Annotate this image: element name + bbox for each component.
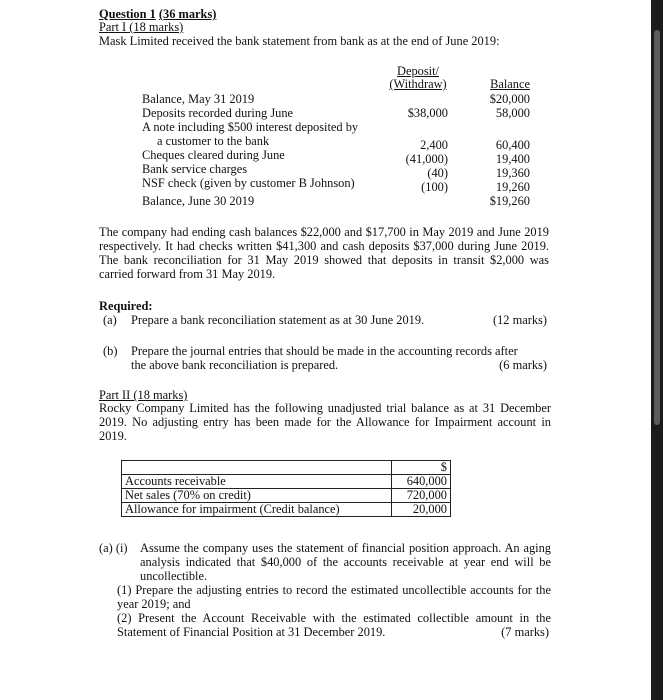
statement-row-label: Cheques cleared during June xyxy=(142,148,285,162)
req-a-marks: (12 marks) xyxy=(492,313,547,327)
table-row xyxy=(122,475,451,489)
req-b-text-line1: Prepare the journal entries that should be made in the accounting records after xyxy=(131,344,518,358)
req-b-label: (b) xyxy=(103,344,118,358)
table-row xyxy=(122,503,451,517)
qa-text-body: Assume the company uses the statement of financial position approach. An aging analysis indicated that $40,000 of the accounts receivable at year end will be uncollectible. xyxy=(140,541,551,583)
required-heading: Required: xyxy=(99,299,153,313)
part1-intro: Mask Limited received the bank statement from bank as at the end of June 2019: xyxy=(99,34,500,48)
statement-row-balance: 19,360 xyxy=(495,166,530,180)
table-cell-amount: 640,000 xyxy=(392,475,451,489)
statement-row-deposit: (40) xyxy=(427,166,448,180)
table-row xyxy=(122,489,451,503)
statement-row-label: Balance, June 30 2019 xyxy=(142,194,255,208)
col-deposit-header-1: Deposit/ xyxy=(397,64,439,78)
table-cell-label: Allowance for impairment (Credit balance) xyxy=(122,503,392,517)
statement-row-deposit: 2,400 xyxy=(420,138,448,152)
table-currency-header: $ xyxy=(392,461,451,475)
req-b-marks: (6 marks) xyxy=(499,358,547,372)
qa-label: (a) (i) xyxy=(99,541,128,555)
statement-row-balance: 58,000 xyxy=(495,106,530,120)
statement-row-balance: 60,400 xyxy=(495,138,530,152)
qa-item-1: (1) Prepare the adjusting entries to record the estimated uncollectible accounts for the year 2019; and xyxy=(117,583,551,611)
table-cell-amount: 720,000 xyxy=(392,489,451,503)
col-balance-header: Balance xyxy=(490,77,530,91)
statement-row-deposit: (100) xyxy=(421,180,448,194)
qa-text xyxy=(140,541,551,583)
table-cell-label: Accounts receivable xyxy=(122,475,392,489)
part2-paragraph: Rocky Company Limited has the following unadjusted trial balance as at 31 December 2019. No adjusting entry has been made for the Allowance for Impairment account in 2019. xyxy=(99,401,551,443)
table-header-blank xyxy=(122,461,392,475)
statement-row-label: Balance, May 31 2019 xyxy=(142,92,255,106)
col-deposit-header-2: (Withdraw) xyxy=(389,77,447,91)
table-cell-amount: 20,000 xyxy=(392,503,451,517)
table-cell-label: Net sales (70% on credit) xyxy=(122,489,392,503)
req-b-text-line2: the above bank reconciliation is prepared. xyxy=(131,358,339,372)
statement-row-balance: 19,260 xyxy=(495,180,530,194)
trial-balance-table xyxy=(121,460,451,517)
question-title xyxy=(99,7,216,21)
statement-row-balance: 19,400 xyxy=(495,152,530,166)
vertical-scrollbar[interactable] xyxy=(651,0,663,700)
part2-heading: Part II (18 marks) xyxy=(99,388,188,402)
statement-row-label: NSF check (given by customer B Johnson) xyxy=(142,176,355,190)
statement-row-balance: $19,260 xyxy=(489,194,530,208)
question-title-text: Question 1 xyxy=(99,7,156,21)
part1-heading: Part I (18 marks) xyxy=(99,20,184,34)
part1-paragraph: The company had ending cash balances $22,000 and $17,700 in May 2019 and June 2019 respectively. It had checks written $41,300 and cash deposits $37,000 during June 2019. The bank reconciliation for 31 May 2019 showed that deposits in transit $2,000 was carried forward from 31 May 2019. xyxy=(99,225,549,281)
scrollbar-thumb[interactable] xyxy=(654,30,660,425)
statement-row-label: A note including $500 interest deposited by xyxy=(142,120,359,134)
statement-row-label: a customer to the bank xyxy=(157,134,270,148)
statement-row-balance: $20,000 xyxy=(489,92,530,106)
qa-item-2: (2) Present the Account Receivable with the estimated collectible amount in the Statement of Financial Position at 31 December 2019. xyxy=(117,611,551,639)
req-a-text: Prepare a bank reconciliation statement as at 30 June 2019. xyxy=(131,313,425,327)
statement-row-label: Deposits recorded during June xyxy=(142,106,294,120)
statement-row-deposit: (41,000) xyxy=(405,152,448,166)
req-a-label: (a) xyxy=(103,313,117,327)
statement-row-deposit: $38,000 xyxy=(407,106,448,120)
table-header-row xyxy=(122,461,451,475)
statement-row-label: Bank service charges xyxy=(142,162,248,176)
qa-marks: (7 marks) xyxy=(470,625,549,639)
question-marks: (36 marks) xyxy=(158,7,217,21)
